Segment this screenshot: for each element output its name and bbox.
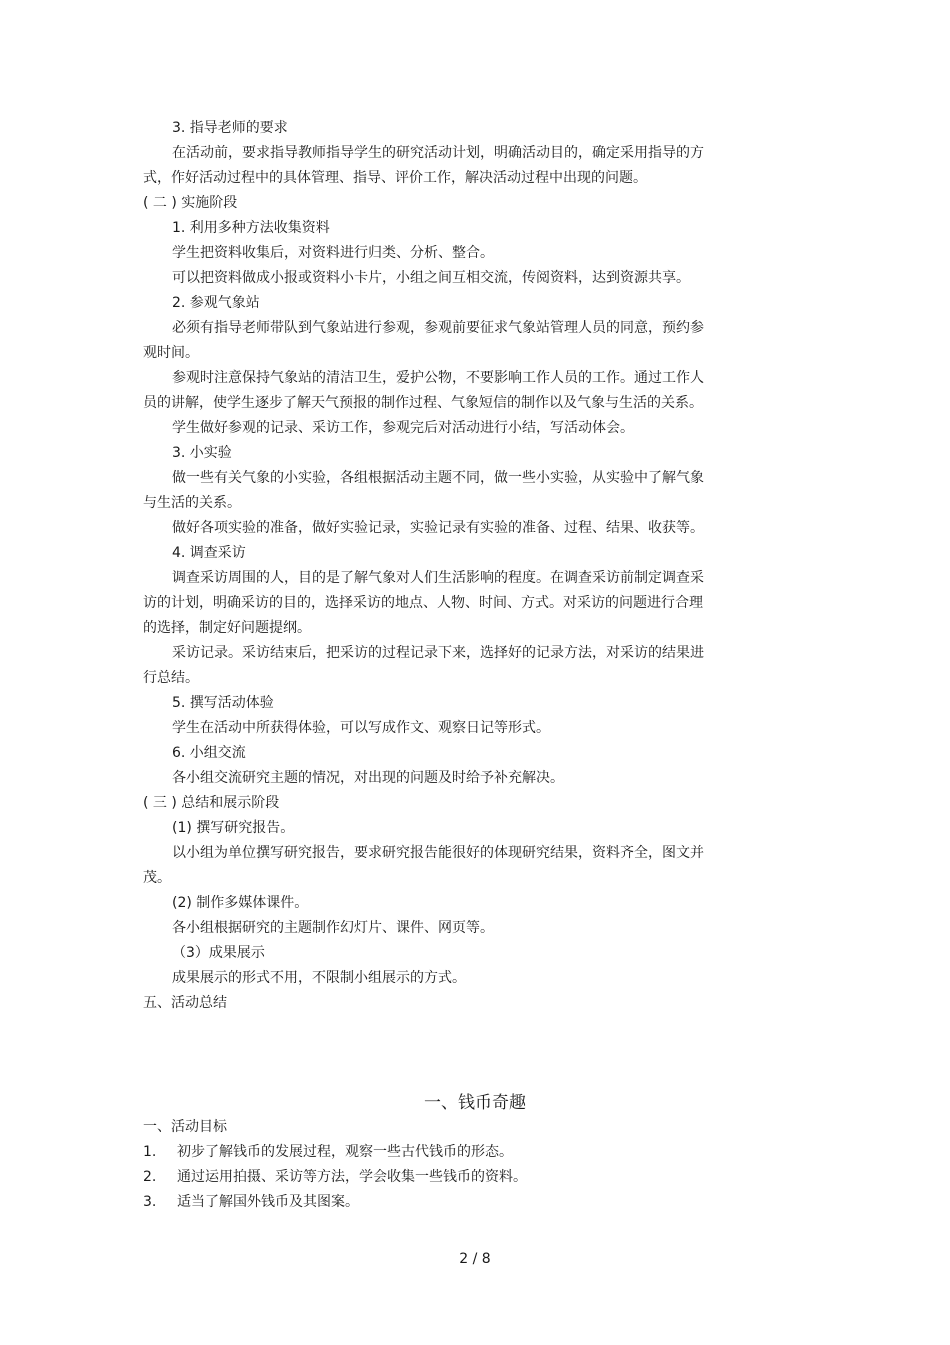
subsection-heading: 5. 撰写活动体验 [172, 695, 274, 711]
paragraph-line: 采访记录。采访结束后，把采访的过程记录下来，选择好的记录方法，对采访的结果进 [172, 645, 704, 661]
paragraph-line: 茂。 [143, 870, 171, 886]
paragraph-line: 式，作好活动过程中的具体管理、指导、评价工作，解决活动过程中出现的问题。 [143, 170, 647, 186]
paragraph-line: 学生在活动中所获得体验，可以写成作文、观察日记等形式。 [172, 720, 550, 736]
paragraph-line: 行总结。 [143, 670, 199, 686]
paragraph-line: 成果展示的形式不用，不限制小组展示的方式。 [172, 970, 466, 986]
paragraph-line: 各小组交流研究主题的情况，对出现的问题及时给予补充解决。 [172, 770, 564, 786]
subsection-heading: (2) 制作多媒体课件。 [172, 895, 309, 911]
page-number: 2 / 8 [459, 1251, 491, 1267]
paragraph-line: 学生把资料收集后，对资料进行归类、分析、整合。 [172, 245, 494, 261]
subsection-heading: (1) 撰写研究报告。 [172, 820, 295, 836]
paragraph-line: 做一些有关气象的小实验，各组根据活动主题不同，做一些小实验，从实验中了解气象 [172, 470, 704, 486]
goal-number: 2. [143, 1169, 157, 1185]
paragraph-line: 参观时注意保持气象站的清洁卫生，爱护公物，不要影响工作人员的工作。通过工作人 [172, 370, 704, 386]
goal-text: 适当了解国外钱币及其图案。 [177, 1194, 359, 1210]
goals-heading: 一、活动目标 [143, 1119, 227, 1135]
goal-item [143, 1142, 513, 1162]
paragraph-line: 与生活的关系。 [143, 495, 241, 511]
goal-text: 通过运用拍摄、采访等方法，学会收集一些钱币的资料。 [177, 1169, 527, 1185]
paragraph-line: 学生做好参观的记录、采访工作，参观完后对活动进行小结，写活动体会。 [172, 420, 634, 436]
document-title: 一、钱币奇趣 [424, 1093, 526, 1113]
goal-item [143, 1192, 359, 1212]
phase-heading-implementation: ( 二 ) 实施阶段 [143, 195, 238, 211]
phase-heading-summary: ( 三 ) 总结和展示阶段 [143, 795, 280, 811]
paragraph-line: 的选择，制定好问题提纲。 [143, 620, 311, 636]
subsection-heading: 1. 利用多种方法收集资料 [172, 220, 330, 236]
paragraph-line: 必须有指导老师带队到气象站进行参观，参观前要征求气象站管理人员的同意，预约参 [172, 320, 704, 336]
section-heading-teacher-requirements: 3. 指导老师的要求 [172, 120, 288, 136]
paragraph-line: 在活动前，要求指导教师指导学生的研究活动计划，明确活动目的，确定采用指导的方 [172, 145, 704, 161]
paragraph-line: 观时间。 [143, 345, 199, 361]
section-heading-activity-summary: 五、活动总结 [143, 995, 227, 1011]
paragraph-line: 访的计划，明确采访的目的，选择采访的地点、人物、时间、方式。对采访的问题进行合理 [143, 595, 703, 611]
goal-text: 初步了解钱币的发展过程，观察一些古代钱币的形态。 [177, 1144, 513, 1160]
paragraph-line: 做好各项实验的准备，做好实验记录，实验记录有实验的准备、过程、结果、收获等。 [172, 520, 704, 536]
paragraph-line: 各小组根据研究的主题制作幻灯片、课件、网页等。 [172, 920, 494, 936]
goal-item [143, 1167, 527, 1187]
subsection-heading: 4. 调查采访 [172, 545, 246, 561]
paragraph-line: 调查采访周围的人，目的是了解气象对人们生活影响的程度。在调查采访前制定调查采 [172, 570, 704, 586]
subsection-heading: 3. 小实验 [172, 445, 232, 461]
subsection-heading: 6. 小组交流 [172, 745, 246, 761]
goal-number: 1. [143, 1144, 157, 1160]
subsection-heading: （3）成果展示 [172, 945, 265, 961]
goal-number: 3. [143, 1194, 157, 1210]
paragraph-line: 可以把资料做成小报或资料小卡片，小组之间互相交流，传阅资料，达到资源共享。 [172, 270, 690, 286]
subsection-heading: 2. 参观气象站 [172, 295, 260, 311]
paragraph-line: 员的讲解，使学生逐步了解天气预报的制作过程、气象短信的制作以及气象与生活的关系。 [143, 395, 703, 411]
paragraph-line: 以小组为单位撰写研究报告，要求研究报告能很好的体现研究结果，资料齐全，图文并 [172, 845, 704, 861]
